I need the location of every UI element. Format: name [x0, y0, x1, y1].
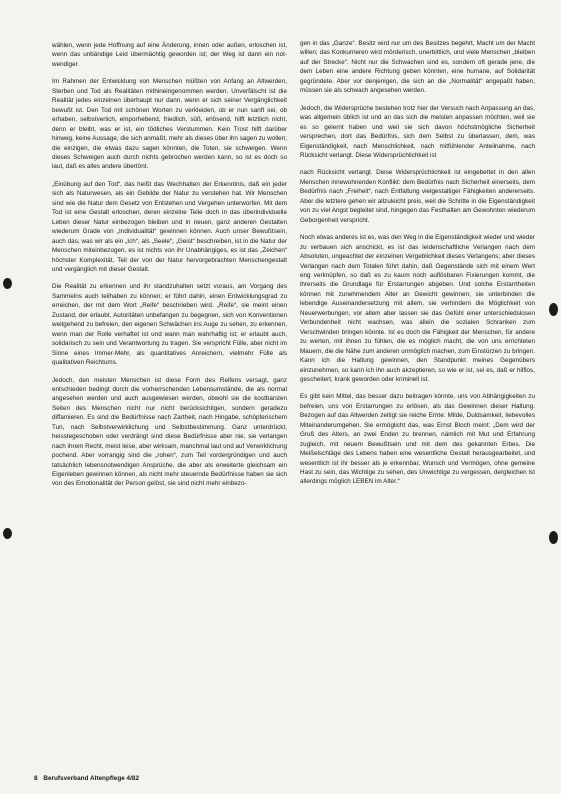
- paragraph: Die Realität zu erkennen und ihr standzuhalten setzt voraus, am Vorgang des Sammelns auch teilhaben zu können; er führt dahin, einen Entwicklungsgrad zu erreichen, der mit dem Wort „Reife“ beschrieben wird. „Reife“, sie meint einen Zustand, der erlaubt, Autoritäten unbefangen zu begegnen, sich von Konventionen weitgehend zu befreien, den eigenen Schwächen ins Auge zu sehen, zu erkennen, wenn man der Rolle verhaftet ist und wann man wahrhaftig ist; er erlaubt auch, solidarisch zu sein und Verantwortung zu tragen. Sie verspricht Fülle, aber nicht im Sinne eines Immer-Mehr, als quantitatives Anreichern, vielmehr Fülle als qualitativen Reichtums.: [52, 283, 287, 367]
- page-number: 8: [34, 775, 38, 782]
- paragraph: wählen, wenn jede Hoffnung auf eine Änderung, innen oder außen, erloschen ist, wenn das unbändige Leid übermächtig geworden ist; der Weg ist dann ein not-wendiger.: [52, 42, 287, 68]
- paragraph: „Einübung auf den Tod“, das heißt das Wechhalten der Erkenntnis, daß ein jeder sich als Naturwesen, als ein Gebilde der Natur zu verstehen hat. Wir Menschen sind wie die Natur dem Gesetz von Entstehen und Vergehen unterworfen. Mit dem Tod ist eine Gestalt erloschen, deren einzelne Teile doch in das überindividuelle Leben dieser Natur einbezogen bleiben und in neuen, ganz anderen Gestalten wiederum Grade von „Individualität“ gewinnen können. Auch unser Bewußtsein, auch das, was wir als ein „Ich“, als „Seele“, „Geist“ beschreiben, ist in die Natur der Menschen miteinbezogen, es ist nichts von ihr Unabhängiges, es ist das „Zeichen“ höchster Komplexität, Teil der von der Natur hervorgebrachten Menschengestalt und vergänglich mit dieser Gestalt.: [52, 180, 287, 273]
- paragraph: Jedoch, die Widersprüche bestehen trotz hier der Versuch nach Anpassung an das, was allgemein üblich ist und an das sich die meisten anpassen möchten, weil sie es so gelernt haben und weil sie sich davon höchstmögliche Sicherheit versprechen, dort das Bedürfnis, sich dem Selbst zu überlassen, dem, was Eigenständigkeit, nach Menschlichkeit, nach mitfühlender Anteilnahme, nach Rücksicht verlangt. Diese Widersprüchlichkeit ist: [300, 104, 535, 159]
- punch-hole-mark: [549, 303, 558, 316]
- paragraph: nach Rücksicht verlangt. Diese Widersprüchlichkeit ist eingebettet in den allen Menschen innewohnenden Konflikt: dem Bedürfnis nach Sicherheit einerseits, dem Bedürfnis nach „Freiheit“, nach Entfaltung vielgestaltiger Fähigkeiten andererseits. Aber die letztere gehen wir allzuleicht preis, weil die Schritte in die Eigenständigkeit von zu viel Angst begleitet sind, hingegen das Festhalten am Gewohnten wiederum Geborgenheit verspricht.: [300, 169, 535, 224]
- paragraph: Im Rahmen der Entwicklung von Menschen müßten von Anfang an Altwerden, Sterben und Tod als Realitäten mithineingenommen werden. Unverfälscht ist die Realität jedes einzelnen überhaupt nur dann, wenn er sich seiner Vergänglichkeit bewußt ist. Den Tod mit schönen Worten zu verkleiden, ob er nun sanft sei, ob erhaben, selbstverlich, emporhebend, friedlich, süß, erlösend, hilft letztlich nicht, denn er bleibt, was er ist, ein tödliches Verstummen. Kein Trost hilft darüber hinweg, keine Aussage, die sich anmaßt, mehr als dieses über ihn sagen zu wollen; die einzigen, die etwas dazu sagen könnten, die Toten, sie schweigen. Wenn dieses Schweigen auch durch nichts gebrochen werden kann, so ist es doch so laut, daß es alles andere übertönt.: [52, 78, 287, 171]
- punch-hole-mark: [3, 278, 12, 289]
- publication-name: Berufsverband Altenpflege 4/82: [43, 775, 139, 782]
- paragraph: gen in das „Ganze“. Besitz wird nur um des Besitzes begehrt, Macht um der Macht willen; das Konkurrieren wird mörderisch, unerbittlich, und viele Menschen „bleiben auf der Strecke“. Nicht nur die Schwachen sind es, sondern oft gerade jene, die dem Leben eine andere Richtung geben könnten, eine humane, auf Solidarität gegründete. Aber vor denjenigen, die sich an die „Normalität“ angepaßt haben, müssen sie als schwach angesehen werden.: [300, 40, 535, 95]
- paragraph: Noch etwas anderes ist es, was den Weg in die Eigenständigkeit wieder und wieder zu verbauen sich anschickt, es ist das leidenschaftliche Verlangen nach dem Absoluten, ungeachtet der einzelnen Vergeblichkeit dieses Verlangens; aber dieses Verlangen nach dem Totalen führt dahin, daß Gegenstände sich mit einem Wert eng verknüpfen, so daß es zu kaum noch auflösbaren Fixierungen kommt, die ihrerseits die Grundlage für Erstarrungen abgeben. Und solche Erstarrtheiten können mit zunehmendem Alter an Gewicht gewinnen; sie unterbinden die lebendige Auseinandersetzung mit allem, sie verhindern die Möglichkeit von Neuerwerbungen, vor allem aber lassen sie das Gefühl einer unterschiedslosen Verbundenheit nicht wachsen, was allein die sozialen Schranken zum Verschwinden bringen könnte. Ist es doch die Fähigkeit der Menschen, für andere zu werten, mit ihnen zu fühlen, die es möglich macht, die von uns errichteten Mauern, die die Nähe zum anderen unmöglich machen, zum Einstürzen zu bringen. Kann ich die Haltung gewinnen, den Standpunkt meines Gegenübers einzunehmen, so kann ich ihn auch akzeptieren, so wie er ist, sei es, daß er hilflos, gescheitert, krank geworden oder kriminell ist.: [300, 234, 535, 383]
- paragraph: Es gibt kein Mittel, das besser dazu beitragen könnte, uns von Abhängigkeiten zu befreien, uns von Erstarrungen zu erlösen, als das Gewinnen dieser Haltung. Bezogen auf das Altwerden zeitigt sie reiche Ernte: Milde, Duldsamkeit, liebevolles Miteinanderumgehen. Sie ermöglicht das, was Ernst Bloch meint: „Dem wird der Gruß des Alters, an zwei Enden zu brennen, nämlich mit Mut und Erfahrung zugleich, mit neuem Bewußtsein und mit dem des gekannten Erbes. Die Meißelschläge des Lebens haben eine wesentliche Gestalt herausgearbeitet, und wesentlich ist ihr besser als je erkennbar, Wunsch und Vermögen, ohne gemeine Hast zu sein, das Wichtige zu sehen, des Unwichtige zu vergessen, dergleichen ist allerdings möglich LEBEN im Alter.“: [300, 393, 535, 486]
- left-text-column: [52, 41, 287, 497]
- punch-hole-mark: [549, 531, 558, 544]
- paragraph: Jedoch, den meisten Menschen ist diese Form des Reifens versagt, ganz entschieden bedingt durch die vorherrschenden Lebensumstände, die als normal angesehen werden und auch ausgewiesen werden, obwohl sie die kostbarsten Seiten des Menschen nicht nur nicht berücksichtigen, sondern geradezu diffamieren. Es sind die Bedürfnisse nach Zartheit, nach Hingabe, schöpferischem Tun, nach Selbstverwirklichung und Selbstbestimmung. Ganz unterdrückt, heisstegeschoben oder verdrängt sind diese Bedürfnisse aber nie, sie verlangen nach ihrem Recht, meist leise, aber wirksam, manchmal laut und auf Verwirklichung pochend. Aber vorrangig sind die „rohen“, zum Teil vordergründigen und auch tatsächlich lebensnotwendigen Ansprüche, die aber als erweiterte gleichsam ein Eigenleben gewinnen können, als nicht mehr steuernde Bedürfnisse haben sie sich von des Emotionalität der Person gelöst, sie sind nicht mehr einbezo-: [52, 376, 287, 488]
- right-text-column: [300, 39, 535, 495]
- page-footer: [34, 774, 139, 783]
- punch-hole-mark: [3, 528, 12, 539]
